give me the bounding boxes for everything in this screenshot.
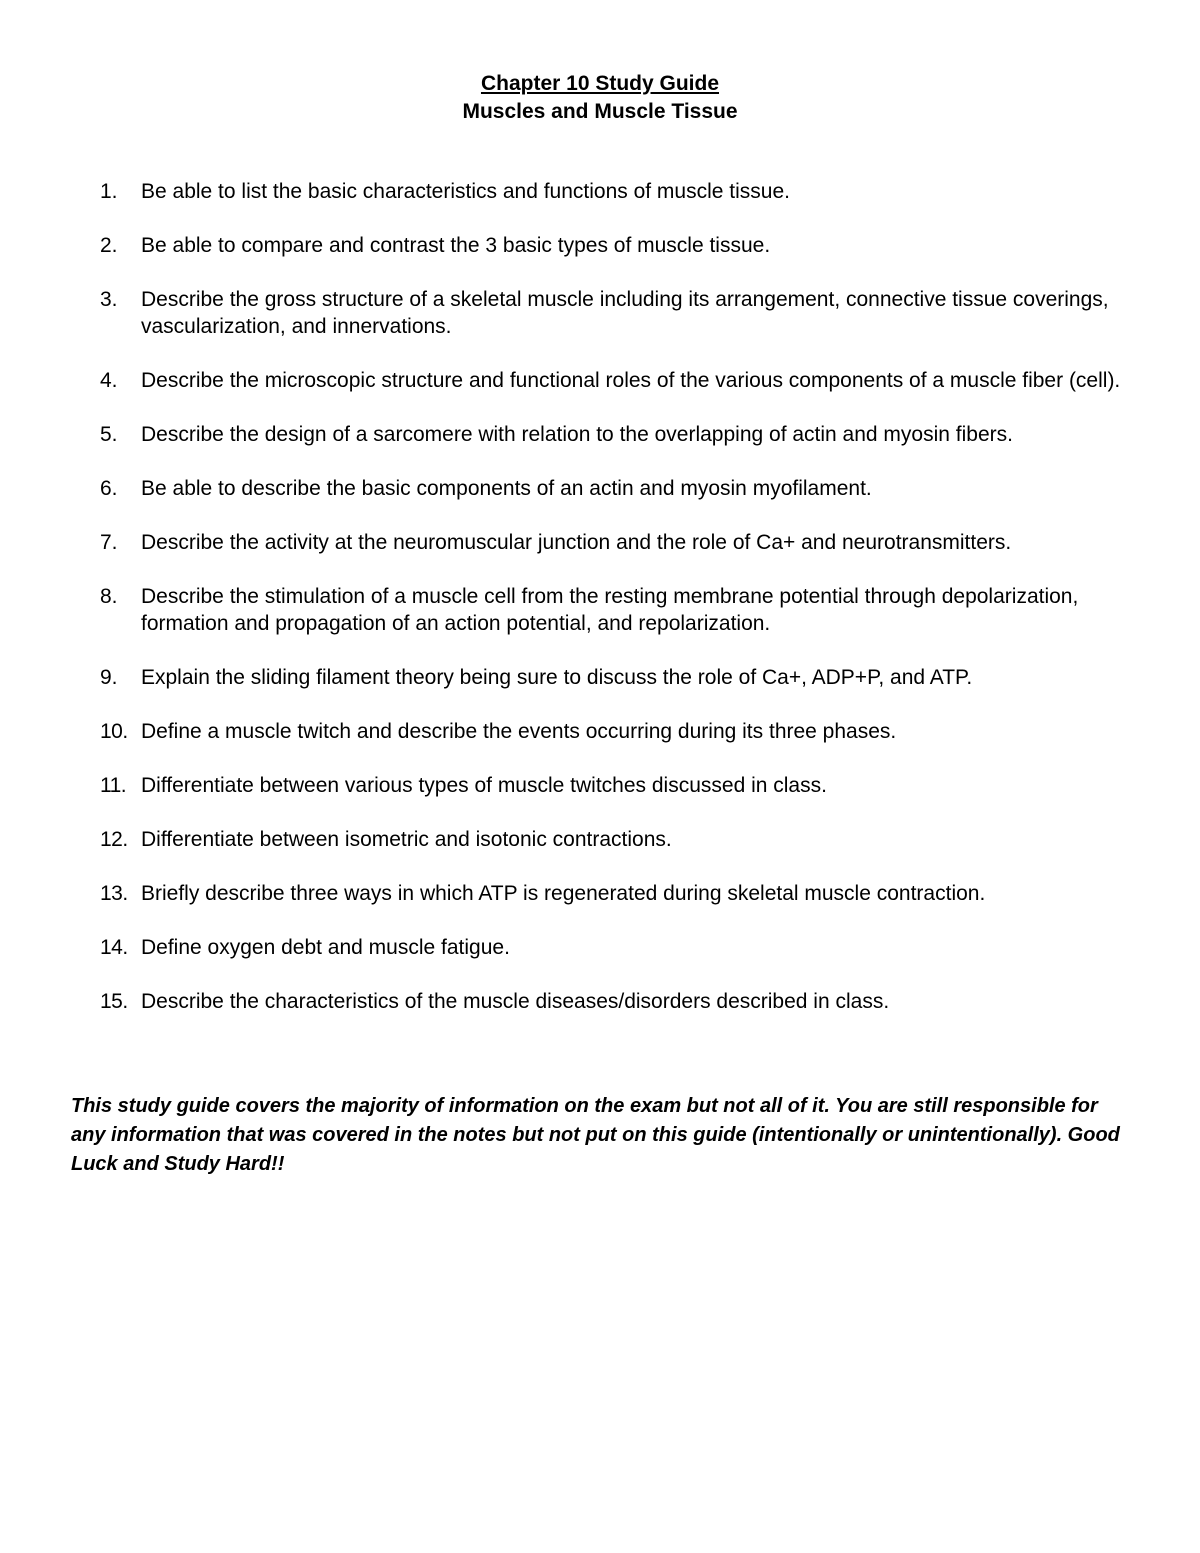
item-text: Describe the activity at the neuromuscular junction and the role of Ca+ and neurotransmitters. — [141, 531, 1012, 554]
list-item — [100, 421, 1130, 448]
item-number: 8. — [100, 585, 118, 608]
list-item — [100, 664, 1130, 691]
page-subtitle: Muscles and Muscle Tissue — [462, 100, 738, 123]
list-item — [100, 880, 1130, 907]
item-text: Be able to list the basic characteristics and functions of muscle tissue. — [141, 180, 790, 203]
item-number: 14. — [100, 936, 128, 959]
item-text: Be able to describe the basic components of an actin and myosin myofilament. — [141, 477, 872, 500]
list-item — [100, 934, 1130, 961]
item-text: Define oxygen debt and muscle fatigue. — [141, 936, 510, 959]
item-number: 13. — [100, 882, 128, 905]
item-number: 11. — [100, 774, 127, 797]
page-title: Chapter 10 Study Guide — [480, 72, 720, 95]
list-item — [100, 475, 1130, 502]
item-number: 3. — [100, 288, 118, 311]
document-header — [0, 70, 1200, 126]
list-item — [100, 529, 1130, 556]
list-item — [100, 232, 1130, 259]
list-item — [100, 988, 1130, 1015]
item-text: Briefly describe three ways in which ATP is regenerated during skeletal muscle contraction. — [141, 882, 986, 905]
item-number: 6. — [100, 477, 118, 500]
item-number: 4. — [100, 369, 118, 392]
list-item — [100, 772, 1130, 799]
item-text: Describe the gross structure of a skeletal muscle including its arrangement, connective tissue coverings, vascularization, and innervations. — [141, 288, 1109, 338]
item-text: Describe the characteristics of the muscle diseases/disorders described in class. — [141, 990, 890, 1013]
item-text: Differentiate between various types of muscle twitches discussed in class. — [141, 774, 827, 797]
item-text: Describe the stimulation of a muscle cell from the resting membrane potential through depolarization, formation and propagation of an action potential, and repolarization. — [141, 585, 1079, 635]
item-number: 2. — [100, 234, 118, 257]
study-guide-list — [100, 178, 1130, 1042]
item-number: 9. — [100, 666, 118, 689]
list-item — [100, 826, 1130, 853]
list-item — [100, 718, 1130, 745]
item-number: 5. — [100, 423, 118, 446]
item-number: 7. — [100, 531, 118, 554]
list-item — [100, 367, 1130, 394]
item-text: Describe the design of a sarcomere with relation to the overlapping of actin and myosin fibers. — [141, 423, 1013, 446]
closing-note: This study guide covers the majority of information on the exam but not all of it. You are still responsible for any information that was covered in the notes but not put on this guide (intentionally or unintentionally). Good Luck and Study Hard!! — [71, 1095, 1120, 1175]
item-text: Define a muscle twitch and describe the events occurring during its three phases. — [141, 720, 897, 743]
list-item — [100, 178, 1130, 205]
item-text: Explain the sliding filament theory being sure to discuss the role of Ca+, ADP+P, and ATP. — [141, 666, 973, 689]
item-text: Describe the microscopic structure and functional roles of the various components of a muscle fiber (cell). — [141, 369, 1121, 392]
item-number: 12. — [100, 828, 128, 851]
item-text: Differentiate between isometric and isotonic contractions. — [141, 828, 672, 851]
list-item — [100, 583, 1130, 637]
list-item — [100, 286, 1130, 340]
item-text: Be able to compare and contrast the 3 basic types of muscle tissue. — [141, 234, 771, 257]
item-number: 10. — [100, 720, 128, 743]
item-number: 15. — [100, 990, 128, 1013]
item-number: 1. — [100, 180, 118, 203]
